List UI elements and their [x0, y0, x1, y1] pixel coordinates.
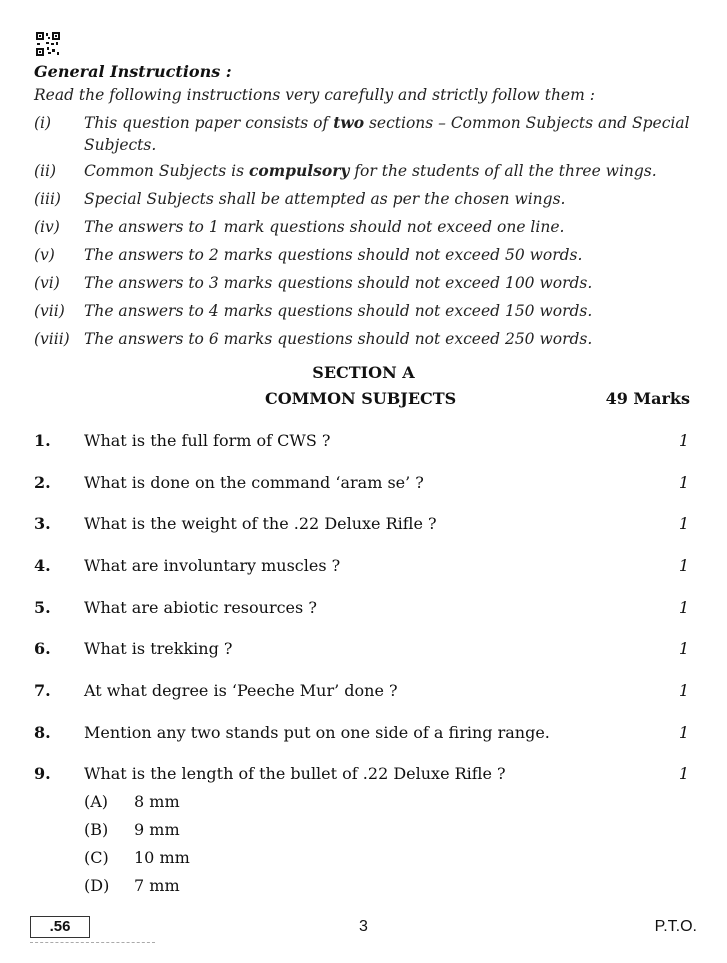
instruction-text: Subjects.: [84, 136, 157, 154]
question-text: What are involuntary muscles ?: [84, 556, 341, 575]
question-mark: 1: [678, 514, 689, 533]
instructions-title: General Instructions :: [34, 62, 232, 81]
question-number: 5.: [34, 598, 51, 617]
question-number: 3.: [34, 514, 51, 533]
section-title: SECTION A: [312, 363, 415, 382]
question-mark: 1: [678, 598, 689, 617]
instruction-number: (i): [34, 114, 52, 132]
instruction-item: [84, 112, 692, 156]
instruction-text: Common Subjects is: [84, 162, 249, 180]
question-number: 7.: [34, 681, 51, 700]
question-text: What is the weight of the .22 Deluxe Rifle ?: [84, 514, 437, 533]
paper-code: .56: [49, 918, 71, 935]
question-number: 2.: [34, 473, 51, 492]
option-text: 8 mm: [134, 792, 180, 811]
question-number: 8.: [34, 723, 51, 742]
qr-code-icon: [36, 32, 60, 56]
instruction-text: The answers to 1 mark questions should not exceed one line.: [84, 218, 565, 236]
instruction-emphasis: two: [333, 113, 365, 132]
section-subtitle: COMMON SUBJECTS: [265, 389, 457, 408]
question-mark: 1: [678, 764, 689, 783]
instruction-text: The answers to 6 marks questions should not exceed 250 words.: [84, 330, 593, 348]
instructions-intro: Read the following instructions very carefully and strictly follow them :: [34, 86, 595, 104]
option-label: (B): [84, 820, 109, 839]
instruction-text: The answers to 3 marks questions should not exceed 100 words.: [84, 274, 593, 292]
instruction-text: for the students of all the three wings.: [349, 162, 657, 180]
question-mark: 1: [678, 556, 689, 575]
question-text: What is trekking ?: [84, 639, 233, 658]
instruction-text: The answers to 2 marks questions should not exceed 50 words.: [84, 246, 583, 264]
question-text: What is the full form of CWS ?: [84, 431, 331, 450]
section-marks: 49 Marks: [605, 389, 690, 408]
question-text: What are abiotic resources ?: [84, 598, 317, 617]
option-label: (C): [84, 848, 109, 867]
instruction-number: (viii): [34, 330, 70, 348]
page-number: 3: [359, 918, 368, 935]
divider: [30, 942, 155, 943]
option-label: (D): [84, 876, 110, 895]
instruction-number: (v): [34, 246, 55, 264]
question-number: 6.: [34, 639, 51, 658]
question-mark: 1: [678, 473, 689, 492]
question-number: 1.: [34, 431, 51, 450]
instruction-text: This question paper consists of: [84, 114, 334, 132]
instruction-number: (ii): [34, 162, 57, 180]
question-mark: 1: [678, 639, 689, 658]
instruction-number: (vi): [34, 274, 60, 292]
question-mark: 1: [678, 431, 689, 450]
option-text: 9 mm: [134, 820, 180, 839]
question-text: Mention any two stands put on one side of a firing range.: [84, 723, 550, 742]
option-text: 7 mm: [134, 876, 180, 895]
instruction-number: (iv): [34, 218, 60, 236]
instruction-text: The answers to 4 marks questions should not exceed 150 words.: [84, 302, 593, 320]
instruction-text: Special Subjects shall be attempted as per the chosen wings.: [84, 190, 566, 208]
question-text: What is the length of the bullet of .22 Deluxe Rifle ?: [84, 764, 506, 783]
question-text: What is done on the command ‘aram se’ ?: [84, 473, 424, 492]
instruction-emphasis: compulsory: [248, 161, 350, 180]
question-mark: 1: [678, 723, 689, 742]
question-number: 9.: [34, 764, 51, 783]
pto-label: P.T.O.: [654, 918, 697, 935]
question-text: At what degree is ‘Peeche Mur’ done ?: [84, 681, 398, 700]
instruction-item: [84, 160, 692, 182]
instruction-number: (vii): [34, 302, 65, 320]
question-mark: 1: [678, 681, 689, 700]
option-text: 10 mm: [134, 848, 190, 867]
option-label: (A): [84, 792, 109, 811]
instruction-number: (iii): [34, 190, 61, 208]
instruction-text: sections – Common Subjects and Special: [364, 114, 690, 132]
question-number: 4.: [34, 556, 51, 575]
